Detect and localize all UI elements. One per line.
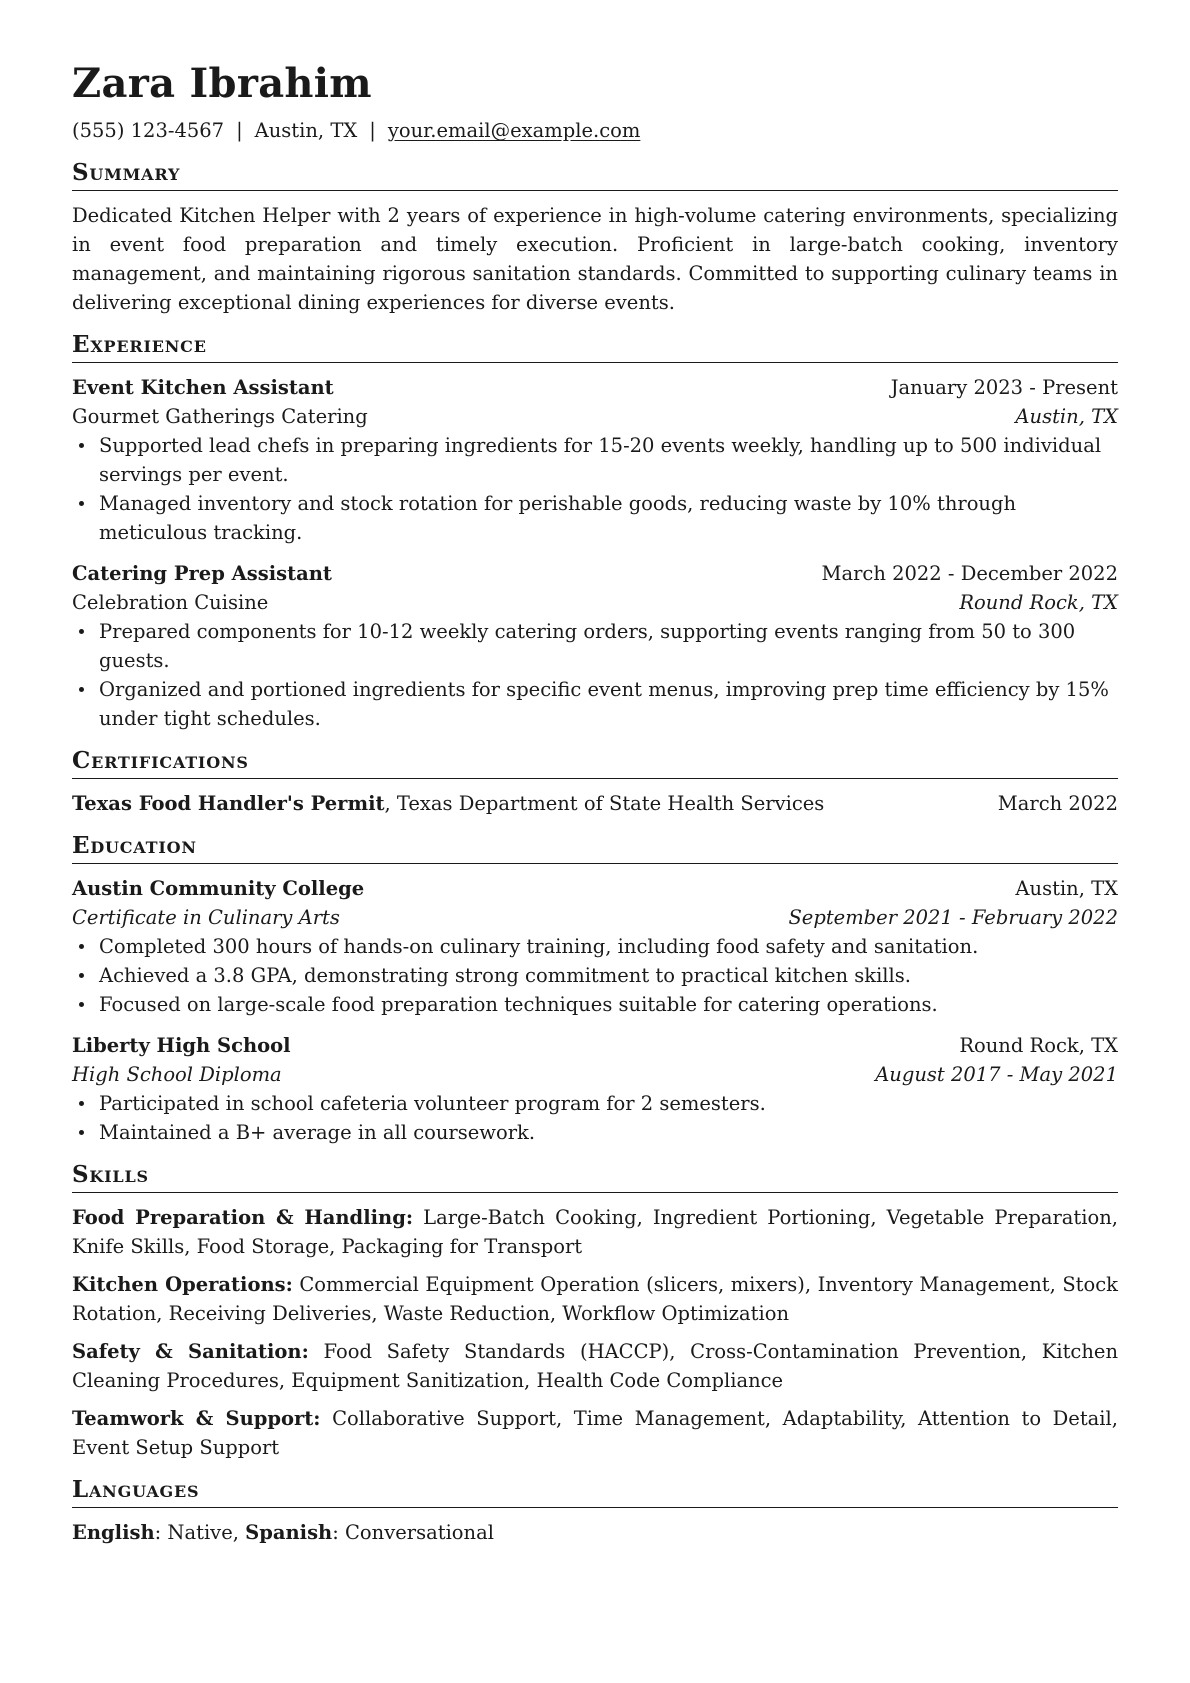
separator: |: [369, 119, 376, 142]
school-name: Liberty High School: [72, 1034, 291, 1057]
languages-section: [72, 1474, 1118, 1547]
section-title-experience: Experience: [72, 329, 1118, 363]
job-dates: January 2023 - Present: [890, 376, 1118, 399]
list-item: [72, 1118, 1118, 1147]
bullet-icon: [79, 687, 84, 692]
skill-group-label: Kitchen Operations:: [72, 1273, 293, 1296]
skill-group-items: Food Safety Standards (HACCP), Cross-Contamination Prevention, Kitchen Cleaning Procedures, Equipment Sanitization, Health Code Compliance: [72, 1340, 1119, 1392]
job-entry: [72, 373, 1118, 547]
skill-group: [72, 1270, 1118, 1328]
skill-group-items: Collaborative Support, Time Management, Adaptability, Attention to Detail, Event Setup Support: [72, 1407, 1118, 1459]
bullet-text: Organized and portioned ingredients for specific event menus, improving prep time efficiency by 15% under tight schedules.: [99, 678, 1109, 730]
education-dates: September 2021 - February 2022: [788, 906, 1118, 929]
list-item: [72, 990, 1118, 1019]
education-section: [72, 830, 1118, 1147]
contact-line: [72, 116, 1118, 145]
skill-group-label: Safety & Sanitation:: [72, 1340, 309, 1363]
skill-group-items: Large-Batch Cooking, Ingredient Portioning, Vegetable Preparation, Knife Skills, Food Storage, Packaging for Transport: [72, 1206, 1118, 1258]
job-bullets: [72, 617, 1118, 733]
bullet-text: Prepared components for 10-12 weekly catering orders, supporting events ranging from 50 to 300 guests.: [99, 620, 1076, 672]
experience-section: [72, 329, 1118, 733]
skill-group: [72, 1203, 1118, 1261]
bullet-text: Supported lead chefs in preparing ingredients for 15-20 events weekly, handling up to 500 individual servings per event.: [99, 434, 1102, 486]
school-name: Austin Community College: [72, 877, 365, 900]
degree: High School Diploma: [72, 1063, 282, 1086]
job-company: Gourmet Gatherings Catering: [72, 405, 368, 428]
school-location: Round Rock, TX: [959, 1034, 1118, 1057]
list-item: [72, 961, 1118, 990]
job-dates: March 2022 - December 2022: [821, 562, 1118, 585]
education-entry: [72, 874, 1118, 1019]
bullet-icon: [79, 443, 84, 448]
language-level: : Native,: [154, 1521, 246, 1544]
summary-section: [72, 157, 1118, 317]
skill-group-label: Teamwork & Support:: [72, 1407, 321, 1430]
job-location: Austin, TX: [1015, 405, 1118, 428]
section-title-skills: Skills: [72, 1159, 1118, 1193]
certification-entry: [72, 789, 1118, 818]
skill-group: [72, 1404, 1118, 1462]
certification-date: March 2022: [997, 792, 1118, 815]
list-item: [72, 489, 1118, 547]
section-title-certifications: Certifications: [72, 745, 1118, 779]
bullet-text: Managed inventory and stock rotation for perishable goods, reducing waste by 10% through meticulous tracking.: [99, 492, 1017, 544]
education-bullets: [72, 1089, 1118, 1147]
bullet-icon: [79, 973, 84, 978]
education-entry: [72, 1031, 1118, 1147]
certification-name: Texas Food Handler's Permit: [72, 792, 385, 815]
certifications-section: [72, 745, 1118, 818]
bullet-text: Participated in school cafeteria volunteer program for 2 semesters.: [99, 1092, 766, 1115]
bullet-text: Maintained a B+ average in all coursework.: [99, 1121, 536, 1144]
skill-group-items: Commercial Equipment Operation (slicers, mixers), Inventory Management, Stock Rotation, Receiving Deliveries, Waste Reduction, Workflow Optimization: [72, 1273, 1118, 1325]
languages-line: [72, 1518, 1118, 1547]
bullet-icon: [79, 501, 84, 506]
list-item: [72, 675, 1118, 733]
certification-issuer: , Texas Department of State Health Services: [384, 792, 825, 815]
bullet-text: Focused on large-scale food preparation techniques suitable for catering operations.: [99, 993, 938, 1016]
skill-group-label: Food Preparation & Handling:: [72, 1206, 414, 1229]
language-name: Spanish: [245, 1521, 333, 1544]
email-link[interactable]: your.email@example.com: [387, 119, 641, 142]
phone: (555) 123-4567: [72, 119, 225, 142]
education-bullets: [72, 932, 1118, 1019]
job-bullets: [72, 431, 1118, 547]
bullet-icon: [79, 1002, 84, 1007]
job-location: Round Rock, TX: [959, 591, 1118, 614]
education-dates: August 2017 - May 2021: [875, 1063, 1118, 1086]
list-item: [72, 431, 1118, 489]
language-name: English: [72, 1521, 155, 1544]
school-location: Austin, TX: [1015, 877, 1118, 900]
bullet-icon: [79, 944, 84, 949]
bullet-icon: [79, 629, 84, 634]
language-level: : Conversational: [332, 1521, 494, 1544]
section-title-summary: Summary: [72, 157, 1118, 191]
bullet-icon: [79, 1101, 84, 1106]
skill-group: [72, 1337, 1118, 1395]
job-company: Celebration Cuisine: [72, 591, 269, 614]
location: Austin, TX: [254, 119, 358, 142]
list-item: [72, 1089, 1118, 1118]
job-role: Event Kitchen Assistant: [72, 376, 334, 399]
bullet-text: Completed 300 hours of hands-on culinary training, including food safety and sanitation.: [99, 935, 979, 958]
skills-section: [72, 1159, 1118, 1462]
summary-text: Dedicated Kitchen Helper with 2 years of experience in high-volume catering environments, specializing in event food preparation and timely execution. Proficient in large-batch cooking, inventory management, and maintaining rigorous sanitation standards. Committed to supporting culinary teams in delivering exceptional dining experiences for diverse events.: [72, 204, 1118, 314]
section-title-education: Education: [72, 830, 1118, 864]
list-item: [72, 932, 1118, 961]
list-item: [72, 617, 1118, 675]
degree: Certificate in Culinary Arts: [72, 906, 340, 929]
bullet-text: Achieved a 3.8 GPA, demonstrating strong commitment to practical kitchen skills.: [99, 964, 911, 987]
candidate-name: Zara Ibrahim: [72, 60, 372, 107]
bullet-icon: [79, 1130, 84, 1135]
section-title-languages: Languages: [72, 1474, 1118, 1508]
job-entry: [72, 559, 1118, 733]
separator: |: [236, 119, 243, 142]
job-role: Catering Prep Assistant: [72, 562, 332, 585]
